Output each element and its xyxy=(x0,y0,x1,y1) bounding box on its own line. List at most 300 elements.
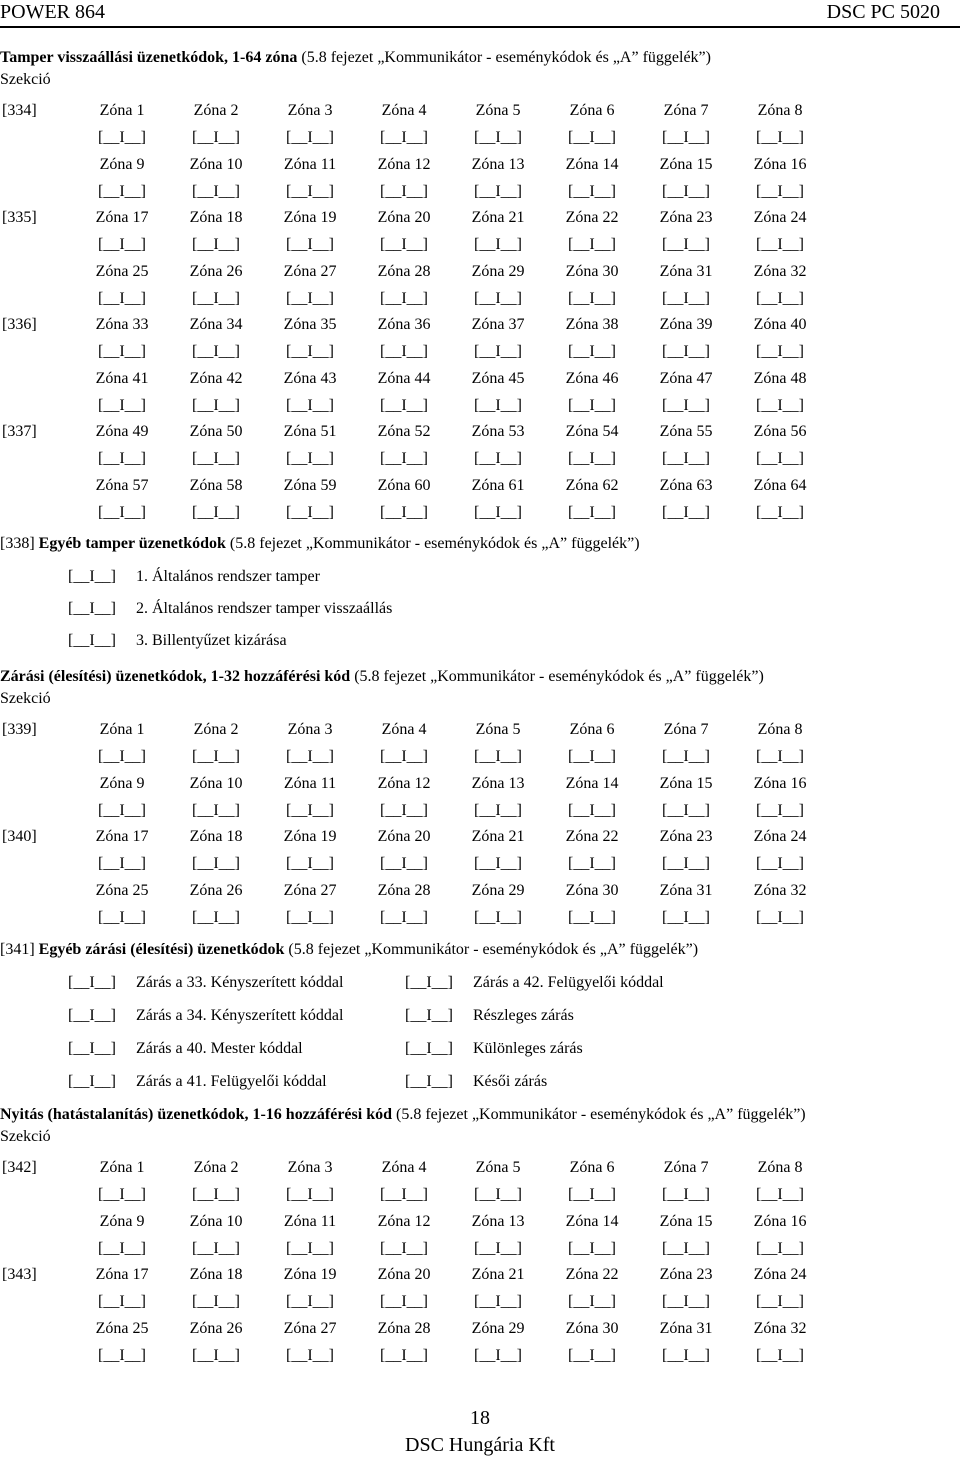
section-title-reference: (5.8 fejezet „Kommunikátor - eseménykódok és „A” függelék”) xyxy=(392,1106,806,1123)
code-entry-box[interactable]: [__I__] xyxy=(192,748,240,765)
zone-label: Zóna 1 xyxy=(99,721,145,738)
code-entry-box[interactable]: [__I__] xyxy=(662,855,710,872)
code-entry-box[interactable]: [__I__] xyxy=(474,748,522,765)
zone-label: Zóna 55 xyxy=(659,423,713,440)
code-entry-box[interactable]: [__I__] xyxy=(380,503,428,521)
zone-label: Zóna 57 xyxy=(95,476,149,494)
zone-label: Zóna 29 xyxy=(471,262,525,280)
zone-label: Zóna 5 xyxy=(475,1159,521,1176)
zone-label: Zóna 25 xyxy=(95,262,149,280)
code-entry-box[interactable]: [__I__] xyxy=(568,1293,616,1310)
zone-label: Zóna 48 xyxy=(753,369,807,387)
section-code: [338] xyxy=(0,535,39,552)
code-entry-box[interactable]: [__I__] xyxy=(756,801,804,819)
zone-label: Zóna 23 xyxy=(659,1266,713,1283)
code-entry-box[interactable]: [__I__] xyxy=(380,450,428,467)
code-entry-box[interactable]: [__I__] xyxy=(286,129,334,146)
code-entry-box[interactable]: [__I__] xyxy=(380,855,428,872)
code-entry-box[interactable]: [__I__] xyxy=(662,1346,710,1364)
section-title xyxy=(0,534,640,554)
code-entry-box[interactable]: [__I__] xyxy=(286,801,334,819)
zone-label: Zóna 7 xyxy=(663,721,709,738)
code-entry-box[interactable]: [__I__] xyxy=(662,450,710,467)
zone-label: Zóna 40 xyxy=(753,316,807,333)
code-entry-box[interactable]: [__I__] xyxy=(192,1186,240,1203)
code-entry-box[interactable]: [__I__] xyxy=(286,343,334,360)
zone-label: Zóna 49 xyxy=(95,423,149,440)
code-entry-box[interactable]: [__I__] xyxy=(405,1007,453,1024)
code-entry-box[interactable]: [__I__] xyxy=(756,748,804,765)
code-entry-box[interactable]: [__I__] xyxy=(568,129,616,146)
section-number: [337] xyxy=(2,423,37,440)
zone-label: Zóna 20 xyxy=(377,828,431,845)
code-entry-box[interactable]: [__I__] xyxy=(98,182,146,200)
code-entry-box[interactable]: [__I__] xyxy=(192,396,240,414)
code-entry-box[interactable]: [__I__] xyxy=(568,1186,616,1203)
zone-label: Zóna 56 xyxy=(753,423,807,440)
zone-label: Zóna 3 xyxy=(287,102,333,119)
code-entry-box[interactable]: [__I__] xyxy=(286,1239,334,1257)
code-entry-box[interactable]: [__I__] xyxy=(192,343,240,360)
zone-label: Zóna 15 xyxy=(659,774,713,792)
code-entry-box[interactable]: [__I__] xyxy=(662,289,710,307)
zone-label: Zóna 39 xyxy=(659,316,713,333)
zone-label: Zóna 18 xyxy=(189,1266,243,1283)
section-title-bold: Egyéb tamper üzenetkódok xyxy=(38,535,226,552)
zone-label: Zóna 54 xyxy=(565,423,619,440)
zone-label: Zóna 25 xyxy=(95,1319,149,1337)
code-entry-box[interactable]: [__I__] xyxy=(98,908,146,926)
code-entry-box[interactable]: [__I__] xyxy=(98,343,146,360)
zone-label: Zóna 60 xyxy=(377,476,431,494)
code-entry-box[interactable]: [__I__] xyxy=(68,1007,116,1024)
code-entry-box[interactable]: [__I__] xyxy=(380,343,428,360)
code-entry-box[interactable]: [__I__] xyxy=(568,1346,616,1364)
zone-label: Zóna 38 xyxy=(565,316,619,333)
code-entry-box[interactable]: [__I__] xyxy=(98,1239,146,1257)
code-entry-box[interactable]: [__I__] xyxy=(474,908,522,926)
code-entry-box[interactable]: [__I__] xyxy=(192,801,240,819)
code-entry-box[interactable]: [__I__] xyxy=(756,503,804,521)
zone-label: Zóna 4 xyxy=(381,721,427,738)
zone-label: Zóna 16 xyxy=(753,1212,807,1230)
zone-label: Zóna 58 xyxy=(189,476,243,494)
code-entry-box[interactable]: [__I__] xyxy=(192,236,240,253)
zone-label: Zóna 6 xyxy=(569,721,615,738)
code-entry-box[interactable]: [__I__] xyxy=(286,396,334,414)
code-entry-box[interactable]: [__I__] xyxy=(662,129,710,146)
zone-label: Zóna 15 xyxy=(659,155,713,173)
code-entry-box[interactable]: [__I__] xyxy=(98,855,146,872)
code-entry-box[interactable]: [__I__] xyxy=(192,908,240,926)
code-entry-box[interactable]: [__I__] xyxy=(474,1239,522,1257)
zone-label: Zóna 2 xyxy=(193,1159,239,1176)
zone-label: Zóna 24 xyxy=(753,1266,807,1283)
zone-label: Zóna 9 xyxy=(99,155,145,173)
zone-label: Zóna 36 xyxy=(377,316,431,333)
section-title xyxy=(0,940,698,960)
option-label: 1. Általános rendszer tamper xyxy=(136,568,320,585)
code-entry-box[interactable]: [__I__] xyxy=(192,1293,240,1310)
section-number: [335] xyxy=(2,209,37,226)
code-entry-box[interactable]: [__I__] xyxy=(286,855,334,872)
zone-label: Zóna 24 xyxy=(753,209,807,226)
code-entry-box[interactable]: [__I__] xyxy=(380,289,428,307)
code-entry-box[interactable]: [__I__] xyxy=(756,182,804,200)
code-entry-box[interactable]: [__I__] xyxy=(568,236,616,253)
zone-label: Zóna 63 xyxy=(659,476,713,494)
zone-label: Zóna 29 xyxy=(471,881,525,899)
zone-label: Zóna 37 xyxy=(471,316,525,333)
code-entry-box[interactable]: [__I__] xyxy=(286,182,334,200)
zone-label: Zóna 42 xyxy=(189,369,243,387)
code-entry-box[interactable]: [__I__] xyxy=(98,1293,146,1310)
zone-label: Zóna 8 xyxy=(757,721,803,738)
zone-label: Zóna 34 xyxy=(189,316,243,333)
zone-label: Zóna 10 xyxy=(189,1212,243,1230)
code-entry-box[interactable]: [__I__] xyxy=(380,396,428,414)
zone-label: Zóna 28 xyxy=(377,881,431,899)
zone-label: Zóna 24 xyxy=(753,828,807,845)
code-entry-box[interactable]: [__I__] xyxy=(405,1040,453,1057)
zone-label: Zóna 27 xyxy=(283,881,337,899)
section-number: [334] xyxy=(2,102,37,119)
zone-label: Zóna 23 xyxy=(659,828,713,845)
code-entry-box[interactable]: [__I__] xyxy=(474,855,522,872)
zone-label: Zóna 22 xyxy=(565,209,619,226)
zone-label: Zóna 16 xyxy=(753,774,807,792)
code-entry-box[interactable]: [__I__] xyxy=(568,343,616,360)
code-entry-box[interactable]: [__I__] xyxy=(568,503,616,521)
section-number: [340] xyxy=(2,828,37,845)
code-entry-box[interactable]: [__I__] xyxy=(756,343,804,360)
code-entry-box[interactable]: [__I__] xyxy=(662,236,710,253)
zone-label: Zóna 32 xyxy=(753,262,807,280)
zone-label: Zóna 32 xyxy=(753,1319,807,1337)
zone-label: Zóna 8 xyxy=(757,102,803,119)
zone-label: Zóna 12 xyxy=(377,1212,431,1230)
zone-label: Zóna 29 xyxy=(471,1319,525,1337)
option-label: Zárás a 33. Kényszerített kóddal xyxy=(136,974,344,991)
code-entry-box[interactable]: [__I__] xyxy=(380,748,428,765)
code-entry-box[interactable]: [__I__] xyxy=(192,855,240,872)
zone-label: Zóna 64 xyxy=(753,476,807,494)
code-entry-box[interactable]: [__I__] xyxy=(286,1293,334,1310)
zone-label: Zóna 7 xyxy=(663,102,709,119)
zone-label: Zóna 19 xyxy=(283,209,337,226)
zone-label: Zóna 3 xyxy=(287,721,333,738)
code-entry-box[interactable]: [__I__] xyxy=(474,1293,522,1310)
zone-label: Zóna 2 xyxy=(193,102,239,119)
zone-label: Zóna 50 xyxy=(189,423,243,440)
code-entry-box[interactable]: [__I__] xyxy=(380,1239,428,1257)
zone-label: Zóna 20 xyxy=(377,209,431,226)
code-entry-box[interactable]: [__I__] xyxy=(286,1346,334,1364)
code-entry-box[interactable]: [__I__] xyxy=(568,450,616,467)
zone-label: Zóna 1 xyxy=(99,102,145,119)
section-number: [339] xyxy=(2,721,37,738)
option-label: Zárás a 42. Felügyelői kóddal xyxy=(473,974,664,991)
code-entry-box[interactable]: [__I__] xyxy=(192,503,240,521)
code-entry-box[interactable]: [__I__] xyxy=(662,1239,710,1257)
code-entry-box[interactable]: [__I__] xyxy=(662,801,710,819)
code-entry-box[interactable]: [__I__] xyxy=(568,182,616,200)
zone-label: Zóna 11 xyxy=(283,155,337,173)
code-entry-box[interactable]: [__I__] xyxy=(756,396,804,414)
zone-label: Zóna 14 xyxy=(565,155,619,173)
zone-label: Zóna 26 xyxy=(189,1319,243,1337)
code-entry-box[interactable]: [__I__] xyxy=(98,450,146,467)
zone-label: Zóna 31 xyxy=(659,262,713,280)
code-entry-box[interactable]: [__I__] xyxy=(568,748,616,765)
option-label: 3. Billentyűzet kizárása xyxy=(136,632,287,649)
zone-label: Zóna 13 xyxy=(471,1212,525,1230)
zone-label: Zóna 4 xyxy=(381,1159,427,1176)
code-entry-box[interactable]: [__I__] xyxy=(380,908,428,926)
code-entry-box[interactable]: [__I__] xyxy=(662,396,710,414)
code-entry-box[interactable]: [__I__] xyxy=(568,908,616,926)
code-entry-box[interactable]: [__I__] xyxy=(405,974,453,991)
code-entry-box[interactable]: [__I__] xyxy=(662,182,710,200)
code-entry-box[interactable]: [__I__] xyxy=(474,236,522,253)
zone-label: Zóna 21 xyxy=(471,1266,525,1283)
company-name: DSC Hungária Kft xyxy=(405,1434,555,1456)
code-entry-box[interactable]: [__I__] xyxy=(474,396,522,414)
code-entry-box[interactable]: [__I__] xyxy=(474,289,522,307)
zone-label: Zóna 6 xyxy=(569,102,615,119)
code-entry-box[interactable]: [__I__] xyxy=(568,1239,616,1257)
code-entry-box[interactable]: [__I__] xyxy=(474,343,522,360)
code-entry-box[interactable]: [__I__] xyxy=(662,748,710,765)
code-entry-box[interactable]: [__I__] xyxy=(98,396,146,414)
zone-label: Zóna 1 xyxy=(99,1159,145,1176)
section-subtitle: Szekció xyxy=(0,690,51,707)
code-entry-box[interactable]: [__I__] xyxy=(756,450,804,467)
code-entry-box[interactable]: [__I__] xyxy=(98,1186,146,1203)
zone-label: Zóna 51 xyxy=(283,423,337,440)
option-label: 2. Általános rendszer tamper visszaállás xyxy=(136,600,393,617)
zone-label: Zóna 17 xyxy=(95,209,149,226)
zone-label: Zóna 11 xyxy=(283,1212,337,1230)
zone-label: Zóna 32 xyxy=(753,881,807,899)
code-entry-box[interactable]: [__I__] xyxy=(380,182,428,200)
section-title-bold: Egyéb zárási (élesítési) üzenetkódok xyxy=(38,941,285,958)
code-entry-box[interactable]: [__I__] xyxy=(192,182,240,200)
code-entry-box[interactable]: [__I__] xyxy=(568,396,616,414)
zone-label: Zóna 30 xyxy=(565,1319,619,1337)
header-left: POWER 864 xyxy=(0,1,105,23)
code-entry-box[interactable]: [__I__] xyxy=(380,1346,428,1364)
page-header xyxy=(0,0,960,28)
code-entry-box[interactable]: [__I__] xyxy=(68,600,116,617)
code-entry-box[interactable]: [__I__] xyxy=(756,289,804,307)
code-entry-box[interactable]: [__I__] xyxy=(474,503,522,521)
section-title-reference: (5.8 fejezet „Kommunikátor - eseménykódok és „A” függelék”) xyxy=(225,535,640,552)
code-entry-box[interactable]: [__I__] xyxy=(68,632,116,649)
code-entry-box[interactable]: [__I__] xyxy=(286,908,334,926)
zone-label: Zóna 44 xyxy=(377,369,431,387)
zone-label: Zóna 12 xyxy=(377,774,431,792)
code-entry-box[interactable]: [__I__] xyxy=(68,1040,116,1057)
zone-label: Zóna 43 xyxy=(283,369,337,387)
section-title-bold: Nyitás (hatástalanítás) üzenetkódok, 1-16 hozzáférési kód xyxy=(0,1106,392,1123)
code-entry-box[interactable]: [__I__] xyxy=(380,236,428,253)
code-entry-box[interactable]: [__I__] xyxy=(98,801,146,819)
zone-label: Zóna 18 xyxy=(189,209,243,226)
code-entry-box[interactable]: [__I__] xyxy=(756,855,804,872)
zone-label: Zóna 59 xyxy=(283,476,337,494)
code-entry-box[interactable]: [__I__] xyxy=(286,289,334,307)
code-entry-box[interactable]: [__I__] xyxy=(98,129,146,146)
section-title-bold: Tamper visszaállási üzenetkódok, 1-64 zóna xyxy=(0,49,298,66)
zone-label: Zóna 28 xyxy=(377,1319,431,1337)
section-number: [342] xyxy=(2,1159,37,1176)
zone-label: Zóna 5 xyxy=(475,102,521,119)
zone-label: Zóna 21 xyxy=(471,209,525,226)
option-label: Késői zárás xyxy=(473,1073,548,1090)
option-label: Részleges zárás xyxy=(473,1007,574,1024)
code-entry-box[interactable]: [__I__] xyxy=(192,1239,240,1257)
zone-label: Zóna 53 xyxy=(471,423,525,440)
zone-label: Zóna 9 xyxy=(99,1212,145,1230)
code-entry-box[interactable]: [__I__] xyxy=(68,974,116,991)
zone-label: Zóna 31 xyxy=(659,881,713,899)
zone-label: Zóna 30 xyxy=(565,262,619,280)
zone-label: Zóna 6 xyxy=(569,1159,615,1176)
code-entry-box[interactable]: [__I__] xyxy=(756,1346,804,1364)
code-entry-box[interactable]: [__I__] xyxy=(474,1346,522,1364)
zone-label: Zóna 27 xyxy=(283,1319,337,1337)
code-entry-box[interactable]: [__I__] xyxy=(380,129,428,146)
section-title xyxy=(0,667,764,687)
code-entry-box[interactable]: [__I__] xyxy=(756,1239,804,1257)
code-entry-box[interactable]: [__I__] xyxy=(380,1293,428,1310)
code-entry-box[interactable]: [__I__] xyxy=(662,1293,710,1310)
code-entry-box[interactable]: [__I__] xyxy=(662,1186,710,1203)
code-entry-box[interactable]: [__I__] xyxy=(192,129,240,146)
code-entry-box[interactable]: [__I__] xyxy=(568,855,616,872)
code-entry-box[interactable]: [__I__] xyxy=(568,801,616,819)
zone-label: Zóna 5 xyxy=(475,721,521,738)
section-code: [341] xyxy=(0,941,39,958)
code-entry-box[interactable]: [__I__] xyxy=(98,503,146,521)
code-entry-box[interactable]: [__I__] xyxy=(662,908,710,926)
code-entry-box[interactable]: [__I__] xyxy=(756,129,804,146)
code-entry-box[interactable]: [__I__] xyxy=(474,801,522,819)
zone-label: Zóna 11 xyxy=(283,774,337,792)
zone-label: Zóna 17 xyxy=(95,828,149,845)
zone-label: Zóna 41 xyxy=(95,369,149,387)
code-entry-box[interactable]: [__I__] xyxy=(380,801,428,819)
code-entry-box[interactable]: [__I__] xyxy=(756,908,804,926)
section-subtitle: Szekció xyxy=(0,1128,51,1145)
code-entry-box[interactable]: [__I__] xyxy=(474,129,522,146)
code-entry-box[interactable]: [__I__] xyxy=(756,1186,804,1203)
zone-label: Zóna 25 xyxy=(95,881,149,899)
zone-label: Zóna 19 xyxy=(283,1266,337,1283)
section-number: [343] xyxy=(2,1266,37,1283)
zone-label: Zóna 18 xyxy=(189,828,243,845)
code-entry-box[interactable]: [__I__] xyxy=(286,236,334,253)
zone-label: Zóna 31 xyxy=(659,1319,713,1337)
code-entry-box[interactable]: [__I__] xyxy=(68,568,116,585)
code-entry-box[interactable]: [__I__] xyxy=(756,1293,804,1310)
zone-label: Zóna 62 xyxy=(565,476,619,494)
code-entry-box[interactable]: [__I__] xyxy=(568,289,616,307)
zone-label: Zóna 22 xyxy=(565,1266,619,1283)
zone-label: Zóna 27 xyxy=(283,262,337,280)
code-entry-box[interactable]: [__I__] xyxy=(98,236,146,253)
option-label: Különleges zárás xyxy=(473,1040,583,1057)
zone-label: Zóna 30 xyxy=(565,881,619,899)
page-number: 18 xyxy=(470,1407,490,1429)
zone-label: Zóna 14 xyxy=(565,774,619,792)
option-label: Zárás a 41. Felügyelői kóddal xyxy=(136,1073,327,1090)
zone-label: Zóna 2 xyxy=(193,721,239,738)
zone-label: Zóna 23 xyxy=(659,209,713,226)
option-label: Zárás a 34. Kényszerített kóddal xyxy=(136,1007,344,1024)
section-title-bold: Zárási (élesítési) üzenetkódok, 1-32 hozzáférési kód xyxy=(0,668,351,685)
code-entry-box[interactable]: [__I__] xyxy=(405,1073,453,1090)
code-entry-box[interactable]: [__I__] xyxy=(192,289,240,307)
zone-label: Zóna 21 xyxy=(471,828,525,845)
section-title-reference: (5.8 fejezet „Kommunikátor - eseménykódok és „A” függelék”) xyxy=(284,941,699,958)
section-title xyxy=(0,48,711,68)
code-entry-box[interactable]: [__I__] xyxy=(286,748,334,765)
zone-label: Zóna 7 xyxy=(663,1159,709,1176)
code-entry-box[interactable]: [__I__] xyxy=(192,1346,240,1364)
zone-label: Zóna 10 xyxy=(189,774,243,792)
code-entry-box[interactable]: [__I__] xyxy=(756,236,804,253)
zone-label: Zóna 52 xyxy=(377,423,431,440)
code-entry-box[interactable]: [__I__] xyxy=(286,503,334,521)
zone-label: Zóna 33 xyxy=(95,316,149,333)
code-entry-box[interactable]: [__I__] xyxy=(474,182,522,200)
header-right: DSC PC 5020 xyxy=(826,1,940,23)
section-title-reference: (5.8 fejezet „Kommunikátor - eseménykódok és „A” függelék”) xyxy=(297,49,711,66)
code-entry-box[interactable]: [__I__] xyxy=(192,450,240,467)
code-entry-box[interactable]: [__I__] xyxy=(98,289,146,307)
zone-label: Zóna 45 xyxy=(471,369,525,387)
zone-label: Zóna 22 xyxy=(565,828,619,845)
code-entry-box[interactable]: [__I__] xyxy=(474,450,522,467)
zone-label: Zóna 13 xyxy=(471,774,525,792)
code-entry-box[interactable]: [__I__] xyxy=(98,748,146,765)
zone-label: Zóna 20 xyxy=(377,1266,431,1283)
code-entry-box[interactable]: [__I__] xyxy=(662,343,710,360)
zone-label: Zóna 9 xyxy=(99,774,145,792)
section-subtitle: Szekció xyxy=(0,71,51,88)
zone-label: Zóna 10 xyxy=(189,155,243,173)
code-entry-box[interactable]: [__I__] xyxy=(286,450,334,467)
zone-label: Zóna 26 xyxy=(189,262,243,280)
zone-label: Zóna 26 xyxy=(189,881,243,899)
section-title xyxy=(0,1105,806,1125)
code-entry-box[interactable]: [__I__] xyxy=(662,503,710,521)
code-entry-box[interactable]: [__I__] xyxy=(68,1073,116,1090)
zone-label: Zóna 13 xyxy=(471,155,525,173)
zone-label: Zóna 28 xyxy=(377,262,431,280)
zone-label: Zóna 17 xyxy=(95,1266,149,1283)
code-entry-box[interactable]: [__I__] xyxy=(286,1186,334,1203)
code-entry-box[interactable]: [__I__] xyxy=(98,1346,146,1364)
code-entry-box[interactable]: [__I__] xyxy=(474,1186,522,1203)
section-number: [336] xyxy=(2,316,37,333)
zone-label: Zóna 19 xyxy=(283,828,337,845)
section-title-reference: (5.8 fejezet „Kommunikátor - eseménykódok és „A” függelék”) xyxy=(350,668,764,685)
code-entry-box[interactable]: [__I__] xyxy=(380,1186,428,1203)
zone-label: Zóna 15 xyxy=(659,1212,713,1230)
